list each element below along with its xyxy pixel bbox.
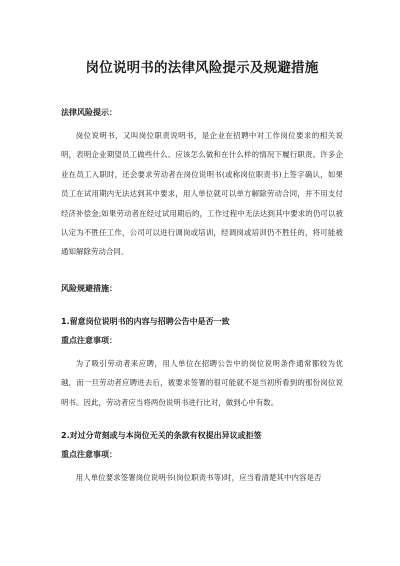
item1-note-label: 重点注意事项：: [61, 335, 117, 345]
item2-note-label: 重点注意事项：: [61, 450, 117, 460]
item1-heading: 1.留意岗位说明书的内容与招聘公告中是否一致: [61, 316, 230, 326]
legal-risk-paragraph: 岗位说明书，又叫岗位职责说明书，是企业在招聘中对工作岗位要求的相关说明，表明企业期望员工做些什么、应该怎么做和在什么样的情况下履行职责。许多企业在员工入职时，还会要求劳动者在岗位说明书(或称岗位职责书)上签字确认，如果员工在试用期内无法达到其中要求，用人单位就可以单方解除劳动合同，并不用支付经济补偿金;如果劳动者在经过试用期后的，工作过程中无法达到其中要求的仍可以被认定为不胜任工作，公司可以进行调岗或培训，经调岗或培训仍不胜任的，将可能被通知解除劳动合同。: [61, 131, 343, 257]
legal-risk-heading: 法律风险提示：: [61, 108, 117, 117]
item2-paragraph: 用人单位要求签署岗位说明书(岗位职责书等)时，应当看清楚其中内容是否: [75, 473, 322, 483]
document-title: 岗位说明书的法律风险提示及规避措施: [85, 60, 319, 76]
item2-heading: 2.对过分苛刻或与本岗位无关的条款有权提出异议或拒签: [61, 431, 262, 441]
risk-avoidance-heading: 风险规避措施：: [61, 283, 117, 293]
item1-paragraph: 为了吸引劳动者来应聘，用人单位在招聘公告中的岗位说明条件通常都较为优越，而一旦劳动者应聘进去后，被要求签署的很可能就不是当初所看到的那份岗位说明书。因此，劳动者应当将两份说明书进行比对，做到心中有数。: [61, 358, 343, 407]
